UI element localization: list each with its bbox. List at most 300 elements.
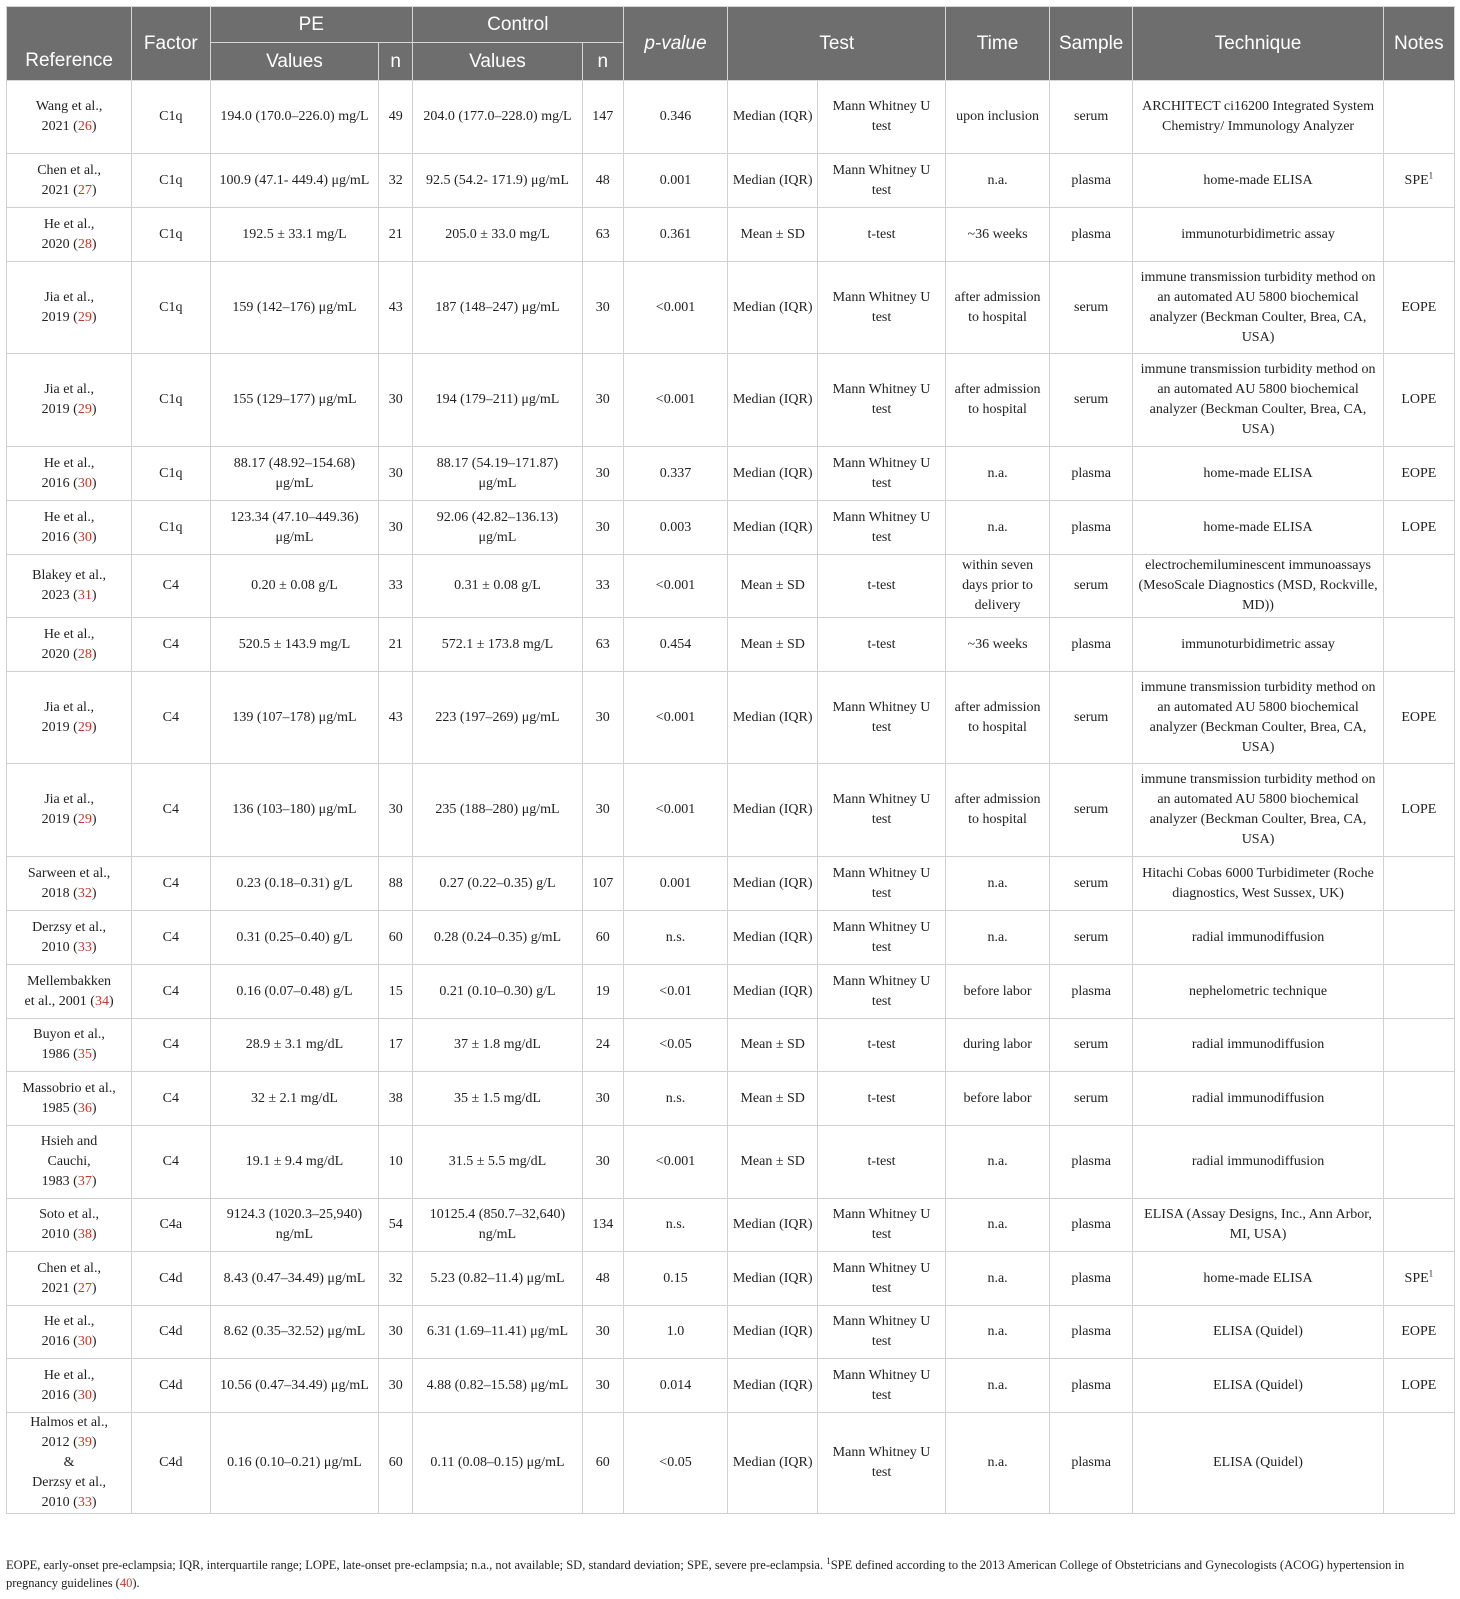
reference-text: 2016: [41, 1334, 74, 1349]
cell-control-values: 572.1 ± 173.8 mg/L: [413, 618, 583, 672]
cell-pvalue: 0.001: [623, 154, 728, 208]
cell-reference: He et al., 2020 (28): [7, 208, 132, 262]
cell-time: after admission to hospital: [946, 262, 1050, 354]
cell-statistic: Mean ± SD: [728, 618, 818, 672]
cell-statistic: Median (IQR): [728, 764, 818, 857]
cell-factor: C4d: [132, 1252, 210, 1306]
reference-text: Cauchi,: [47, 1154, 91, 1169]
cell-notes: [1383, 1413, 1454, 1514]
cell-control-values: 37 ± 1.8 mg/dL: [413, 1019, 583, 1072]
notes-superscript: 1: [1428, 169, 1434, 180]
cell-time: n.a.: [946, 501, 1050, 555]
cell-control-n: 63: [582, 618, 623, 672]
cell-pvalue: <0.001: [623, 672, 728, 764]
cell-reference: He et al., 2016 (30): [7, 501, 132, 555]
cell-pe-n: 32: [379, 1252, 413, 1306]
cell-pe-n: 15: [379, 965, 413, 1019]
table-row: [7, 81, 1455, 154]
cell-notes: [1383, 81, 1454, 154]
cell-control-values: 92.5 (54.2- 171.9) μg/mL: [413, 154, 583, 208]
cell-test: t-test: [817, 1072, 945, 1126]
header-sample: Sample: [1049, 7, 1132, 81]
table-row: [7, 1359, 1455, 1413]
cell-control-n: 30: [582, 1126, 623, 1199]
reference-text: 2010: [41, 1227, 74, 1242]
cell-time: n.a.: [946, 1252, 1050, 1306]
cell-pe-n: 38: [379, 1072, 413, 1126]
cell-sample: serum: [1049, 1072, 1132, 1126]
cell-control-n: 30: [582, 354, 623, 447]
cell-test: Mann Whitney U test: [817, 501, 945, 555]
cell-pe-n: 21: [379, 618, 413, 672]
cell-technique: immunoturbidimetric assay: [1133, 208, 1383, 262]
cell-control-values: 0.11 (0.08–0.15) μg/mL: [413, 1413, 583, 1514]
reference-text: Jia et al.,: [44, 699, 94, 715]
cell-reference: He et al., 2020 (28): [7, 618, 132, 672]
cell-factor: C4d: [132, 1413, 210, 1514]
cell-pe-values: 123.34 (47.10–449.36) μg/mL: [210, 501, 379, 555]
citation-link[interactable]: 26: [77, 119, 92, 134]
cell-technique: ELISA (Quidel): [1133, 1359, 1383, 1413]
cell-statistic: Mean ± SD: [728, 555, 818, 618]
cell-pvalue: <0.001: [623, 262, 728, 354]
cell-statistic: Median (IQR): [728, 447, 818, 501]
cell-pvalue: n.s.: [623, 1199, 728, 1252]
notes-text: LOPE: [1401, 802, 1437, 817]
table-row: [7, 1126, 1455, 1199]
cell-test: t-test: [817, 1019, 945, 1072]
cell-sample: plasma: [1049, 1252, 1132, 1306]
reference-text: Chen et al.,: [37, 162, 101, 178]
cell-pvalue: 0.001: [623, 857, 728, 911]
cell-pe-values: 159 (142–176) μg/mL: [210, 262, 379, 354]
cell-control-n: 63: [582, 208, 623, 262]
citation-link[interactable]: 28: [77, 236, 92, 252]
reference-text: Jia et al.,: [44, 792, 94, 807]
cell-notes: [1383, 618, 1454, 672]
cell-technique: immune transmission turbidity method on an automated AU 5800 biochemical analyzer (Beckman Coulter, Brea, CA, USA): [1133, 672, 1383, 764]
cell-sample: plasma: [1049, 447, 1132, 501]
notes-text: EOPE: [1401, 709, 1437, 725]
cell-notes: [1383, 262, 1454, 354]
cell-notes: [1383, 672, 1454, 764]
citation-link[interactable]: 39: [77, 1435, 92, 1450]
reference-text: Massobrio et al.,: [22, 1080, 116, 1096]
cell-notes: [1383, 154, 1454, 208]
cell-sample: plasma: [1049, 501, 1132, 555]
header-control-n: n: [582, 43, 623, 81]
citation-link[interactable]: 34: [94, 993, 109, 1009]
citation-link[interactable]: 35: [77, 1047, 92, 1062]
cell-sample: serum: [1049, 81, 1132, 154]
cell-control-values: 0.28 (0.24–0.35) g/mL: [413, 911, 583, 965]
cell-pvalue: <0.05: [623, 1413, 728, 1514]
citation-link[interactable]: 29: [77, 719, 92, 735]
cell-time: upon inclusion: [946, 81, 1050, 154]
cell-pe-n: 10: [379, 1126, 413, 1199]
cell-pvalue: 0.15: [623, 1252, 728, 1306]
cell-factor: C4: [132, 618, 210, 672]
cell-test: Mann Whitney U test: [817, 1199, 945, 1252]
cell-pe-values: 0.31 (0.25–0.40) g/L: [210, 911, 379, 965]
cell-control-values: 205.0 ± 33.0 mg/L: [413, 208, 583, 262]
cell-statistic: Median (IQR): [728, 911, 818, 965]
cell-statistic: Median (IQR): [728, 1306, 818, 1359]
cell-pe-values: 0.23 (0.18–0.31) g/L: [210, 857, 379, 911]
cell-technique: radial immunodiffusion: [1133, 1019, 1383, 1072]
table-footnote: [6, 1556, 1455, 1592]
reference-text: 2020: [41, 646, 74, 662]
cell-control-values: 223 (197–269) μg/mL: [413, 672, 583, 764]
cell-factor: C1q: [132, 81, 210, 154]
cell-pe-n: 60: [379, 1413, 413, 1514]
cell-pvalue: <0.001: [623, 354, 728, 447]
citation-link[interactable]: 30: [77, 475, 92, 491]
header-pe-values: Values: [210, 43, 379, 81]
cell-reference: Chen et al., 2021 (27): [7, 1252, 132, 1306]
cell-notes: [1383, 911, 1454, 965]
reference-text: He et al.,: [43, 626, 95, 642]
citation-link[interactable]: 27: [77, 1280, 92, 1296]
cell-sample: serum: [1049, 764, 1132, 857]
cell-pvalue: <0.01: [623, 965, 728, 1019]
reference-text: 2021: [41, 119, 74, 134]
table-row: [7, 618, 1455, 672]
cell-test: Mann Whitney U test: [817, 447, 945, 501]
citation-link[interactable]: 30: [77, 1387, 92, 1403]
reference-text: He et al.,: [43, 1367, 95, 1383]
cell-reference: Buyon et al., 1986 (35): [7, 1019, 132, 1072]
cell-factor: C4: [132, 672, 210, 764]
cell-control-n: 30: [582, 1306, 623, 1359]
reference-text: et al., 2001: [24, 993, 91, 1009]
cell-factor: C4: [132, 1072, 210, 1126]
cell-reference: Wang et al., 2021 (26): [7, 81, 132, 154]
table-row: [7, 1199, 1455, 1252]
cell-technique: immunoturbidimetric assay: [1133, 618, 1383, 672]
reference-text: 1986: [41, 1047, 74, 1062]
cell-time: n.a.: [946, 447, 1050, 501]
cell-notes: [1383, 501, 1454, 555]
cell-pe-n: 30: [379, 354, 413, 447]
cell-notes: [1383, 1252, 1454, 1306]
reference-text: Halmos et al.,: [30, 1415, 108, 1430]
reference-text: 2019: [41, 812, 74, 827]
cell-notes: [1383, 1072, 1454, 1126]
cell-pe-n: 32: [379, 154, 413, 208]
cell-reference: Soto et al., 2010 (38): [7, 1199, 132, 1252]
cell-technique: home-made ELISA: [1133, 447, 1383, 501]
cell-test: Mann Whitney U test: [817, 857, 945, 911]
cell-notes: [1383, 1019, 1454, 1072]
cell-reference: Jia et al., 2019 (29): [7, 262, 132, 354]
cell-reference: Derzsy et al., 2010 (33): [7, 911, 132, 965]
cell-technique: immune transmission turbidity method on an automated AU 5800 biochemical analyzer (Beckman Coulter, Brea, CA, USA): [1133, 262, 1383, 354]
cell-reference: Massobrio et al., 1985 (36): [7, 1072, 132, 1126]
cell-time: after admission to hospital: [946, 354, 1050, 447]
notes-text: EOPE: [1401, 1324, 1437, 1339]
reference-text: 2016: [41, 1387, 74, 1403]
cell-factor: C4d: [132, 1359, 210, 1413]
cell-pe-values: 100.9 (47.1- 449.4) μg/mL: [210, 154, 379, 208]
cell-pvalue: 1.0: [623, 1306, 728, 1359]
reference-text: 1983: [41, 1174, 74, 1189]
cell-pe-values: 10.56 (0.47–34.49) μg/mL: [210, 1359, 379, 1413]
cell-control-n: 48: [582, 1252, 623, 1306]
cell-pvalue: n.s.: [623, 911, 728, 965]
cell-control-values: 31.5 ± 5.5 mg/dL: [413, 1126, 583, 1199]
cell-factor: C4: [132, 1019, 210, 1072]
footnote-text-continued: SPE defined according to the 2013 American College of Obstetricians and Gynecologists (ACOG) hypertension in pregnancy guidelines (: [6, 1558, 1405, 1590]
cell-test: t-test: [817, 618, 945, 672]
header-pvalue: p-value: [623, 7, 728, 81]
table-container: [6, 6, 1455, 1514]
cell-statistic: Median (IQR): [728, 1252, 818, 1306]
reference-text: He et al.,: [43, 455, 95, 471]
cell-control-values: 92.06 (42.82–136.13) μg/mL: [413, 501, 583, 555]
cell-statistic: Median (IQR): [728, 262, 818, 354]
cell-control-n: 30: [582, 262, 623, 354]
cell-time: n.a.: [946, 1359, 1050, 1413]
reference-text: 1985: [41, 1100, 74, 1116]
citation-link[interactable]: 36: [77, 1100, 92, 1116]
cell-test: Mann Whitney U test: [817, 154, 945, 208]
citation-link[interactable]: 29: [77, 402, 92, 417]
cell-time: n.a.: [946, 1199, 1050, 1252]
reference-text: 2016: [41, 475, 74, 491]
cell-factor: C4: [132, 857, 210, 911]
cell-reference: Sarween et al., 2018 (32): [7, 857, 132, 911]
reference-text: 2020: [41, 236, 74, 252]
cell-pvalue: <0.001: [623, 1126, 728, 1199]
cell-control-values: 10125.4 (850.7–32,640) ng/mL: [413, 1199, 583, 1252]
cell-control-n: 60: [582, 911, 623, 965]
cell-sample: plasma: [1049, 1306, 1132, 1359]
cell-pe-n: 30: [379, 447, 413, 501]
cell-technique: immune transmission turbidity method on an automated AU 5800 biochemical analyzer (Beckman Coulter, Brea, CA, USA): [1133, 764, 1383, 857]
table-row: [7, 857, 1455, 911]
reference-text: Soto et al.,: [39, 1207, 100, 1222]
reference-text: He et al.,: [43, 216, 95, 232]
citation-link[interactable]: 32: [77, 885, 92, 901]
cell-control-values: 0.31 ± 0.08 g/L: [413, 555, 583, 618]
cell-sample: serum: [1049, 857, 1132, 911]
reference-text: 2019: [41, 309, 74, 325]
cell-pe-values: 19.1 ± 9.4 mg/dL: [210, 1126, 379, 1199]
cell-control-n: 107: [582, 857, 623, 911]
cell-sample: serum: [1049, 262, 1132, 354]
cell-statistic: Median (IQR): [728, 672, 818, 764]
table-row: [7, 965, 1455, 1019]
cell-pe-n: 49: [379, 81, 413, 154]
cell-test: Mann Whitney U test: [817, 672, 945, 764]
cell-control-n: 30: [582, 447, 623, 501]
cell-pe-values: 88.17 (48.92–154.68) μg/mL: [210, 447, 379, 501]
cell-pe-values: 155 (129–177) μg/mL: [210, 354, 379, 447]
cell-statistic: Median (IQR): [728, 1359, 818, 1413]
cell-control-n: 24: [582, 1019, 623, 1072]
notes-text: SPE: [1404, 172, 1429, 188]
cell-pvalue: 0.361: [623, 208, 728, 262]
notes-text: LOPE: [1401, 519, 1437, 535]
cell-reference: Jia et al., 2019 (29): [7, 354, 132, 447]
cell-sample: plasma: [1049, 1413, 1132, 1514]
cell-control-n: 30: [582, 501, 623, 555]
cell-factor: C4a: [132, 1199, 210, 1252]
cell-control-values: 194 (179–211) μg/mL: [413, 354, 583, 447]
cell-control-n: 60: [582, 1413, 623, 1514]
citation-link[interactable]: 38: [77, 1227, 92, 1242]
cell-control-values: 5.23 (0.82–11.4) μg/mL: [413, 1252, 583, 1306]
cell-pe-n: 43: [379, 672, 413, 764]
reference-text: &: [63, 1455, 75, 1470]
cell-sample: plasma: [1049, 1126, 1132, 1199]
citation-link[interactable]: 29: [77, 309, 92, 325]
cell-control-n: 19: [582, 965, 623, 1019]
cell-factor: C4: [132, 911, 210, 965]
table-row: [7, 1019, 1455, 1072]
cell-test: t-test: [817, 1126, 945, 1199]
cell-reference: He et al., 2016 (30): [7, 447, 132, 501]
cell-pe-n: 60: [379, 911, 413, 965]
table-header: [7, 7, 1455, 81]
header-notes: Notes: [1383, 7, 1454, 81]
cell-notes: [1383, 764, 1454, 857]
reference-text: 2019: [41, 402, 74, 417]
cell-statistic: Mean ± SD: [728, 1072, 818, 1126]
cell-pe-n: 17: [379, 1019, 413, 1072]
cell-control-values: 187 (148–247) μg/mL: [413, 262, 583, 354]
footnote-superscript: 1: [826, 1555, 831, 1566]
table-row: [7, 1072, 1455, 1126]
citation-link[interactable]: 28: [77, 646, 92, 662]
reference-text: He et al.,: [43, 1314, 95, 1329]
cell-test: Mann Whitney U test: [817, 262, 945, 354]
cell-pvalue: 0.014: [623, 1359, 728, 1413]
cell-statistic: Median (IQR): [728, 81, 818, 154]
reference-text: Mellembakken: [27, 973, 112, 989]
notes-superscript: 1: [1428, 1267, 1434, 1278]
cell-pe-n: 30: [379, 1359, 413, 1413]
reference-text: Derzsy et al.,: [32, 919, 106, 935]
reference-text: Blakey et al.,: [32, 568, 107, 583]
reference-text: Derzsy et al.,: [32, 1475, 106, 1490]
cell-pe-values: 136 (103–180) μg/mL: [210, 764, 379, 857]
cell-test: Mann Whitney U test: [817, 354, 945, 447]
cell-notes: [1383, 354, 1454, 447]
cell-time: n.a.: [946, 911, 1050, 965]
reference-text: 2019: [41, 719, 74, 735]
cell-test: t-test: [817, 208, 945, 262]
header-pe: PE: [210, 7, 413, 43]
table-row: [7, 911, 1455, 965]
citation-link[interactable]: 33: [77, 1495, 92, 1510]
cell-factor: C4: [132, 555, 210, 618]
citation-link[interactable]: 37: [77, 1174, 92, 1189]
cell-factor: C1q: [132, 501, 210, 555]
cell-pe-values: 28.9 ± 3.1 mg/dL: [210, 1019, 379, 1072]
cell-test: Mann Whitney U test: [817, 1306, 945, 1359]
cell-factor: C1q: [132, 354, 210, 447]
cell-time: within seven days prior to delivery: [946, 555, 1050, 618]
footnote-text-end: ).: [132, 1576, 140, 1590]
cell-test: Mann Whitney U test: [817, 81, 945, 154]
reference-text: He et al.,: [43, 509, 95, 525]
cell-control-values: 35 ± 1.5 mg/dL: [413, 1072, 583, 1126]
citation-link[interactable]: 31: [77, 588, 92, 603]
citation-link[interactable]: 30: [77, 1334, 92, 1349]
cell-statistic: Mean ± SD: [728, 1126, 818, 1199]
cell-reference: Mellembakken et al., 2001 (34): [7, 965, 132, 1019]
cell-technique: ARCHITECT ci16200 Integrated System Chemistry/ Immunology Analyzer: [1133, 81, 1383, 154]
cell-control-n: 30: [582, 672, 623, 764]
cell-time: n.a.: [946, 1413, 1050, 1514]
cell-notes: [1383, 965, 1454, 1019]
citation-link[interactable]: 33: [77, 939, 92, 955]
cell-pe-values: 8.43 (0.47–34.49) μg/mL: [210, 1252, 379, 1306]
citation-link[interactable]: 27: [77, 182, 92, 198]
cell-pe-n: 21: [379, 208, 413, 262]
reference-text: 2010: [41, 939, 74, 955]
cell-control-n: 48: [582, 154, 623, 208]
cell-pe-values: 9124.3 (1020.3–25,940) ng/mL: [210, 1199, 379, 1252]
cell-technique: home-made ELISA: [1133, 1252, 1383, 1306]
cell-control-values: 0.21 (0.10–0.30) g/L: [413, 965, 583, 1019]
cell-time: after admission to hospital: [946, 672, 1050, 764]
reference-text: Wang et al.,: [35, 99, 103, 114]
cell-test: Mann Whitney U test: [817, 764, 945, 857]
header-reference: Reference: [7, 7, 132, 81]
cell-pe-n: 88: [379, 857, 413, 911]
cell-notes: [1383, 857, 1454, 911]
table-row: [7, 447, 1455, 501]
cell-reference: Jia et al., 2019 (29): [7, 764, 132, 857]
table-row: [7, 555, 1455, 618]
cell-reference: Chen et al., 2021 (27): [7, 154, 132, 208]
cell-technique: nephelometric technique: [1133, 965, 1383, 1019]
citation-link[interactable]: 29: [77, 812, 92, 827]
cell-sample: plasma: [1049, 1359, 1132, 1413]
cell-control-values: 4.88 (0.82–15.58) μg/mL: [413, 1359, 583, 1413]
notes-text: SPE: [1404, 1270, 1429, 1286]
cell-statistic: Median (IQR): [728, 1199, 818, 1252]
cell-pe-values: 0.16 (0.10–0.21) μg/mL: [210, 1413, 379, 1514]
citation-link[interactable]: 40: [119, 1576, 133, 1590]
cell-factor: C1q: [132, 447, 210, 501]
cell-reference: Jia et al., 2019 (29): [7, 672, 132, 764]
header-time: Time: [946, 7, 1050, 81]
cell-pe-n: 33: [379, 555, 413, 618]
cell-sample: plasma: [1049, 965, 1132, 1019]
reference-text: Jia et al.,: [44, 289, 94, 305]
cell-sample: serum: [1049, 911, 1132, 965]
cell-time: before labor: [946, 965, 1050, 1019]
cell-technique: Hitachi Cobas 6000 Turbidimeter (Roche diagnostics, West Sussex, UK): [1133, 857, 1383, 911]
table-row: [7, 764, 1455, 857]
cell-notes: [1383, 1306, 1454, 1359]
table-row: [7, 262, 1455, 354]
reference-text: Buyon et al.,: [33, 1027, 105, 1042]
cell-pe-values: 0.16 (0.07–0.48) g/L: [210, 965, 379, 1019]
cell-test: Mann Whitney U test: [817, 1413, 945, 1514]
cell-notes: [1383, 1126, 1454, 1199]
citation-link[interactable]: 30: [77, 529, 92, 545]
reference-text: 2023: [41, 588, 74, 603]
cell-test: t-test: [817, 555, 945, 618]
cell-time: after admission to hospital: [946, 764, 1050, 857]
cell-pe-values: 8.62 (0.35–32.52) μg/mL: [210, 1306, 379, 1359]
reference-text: 2018: [41, 885, 74, 901]
